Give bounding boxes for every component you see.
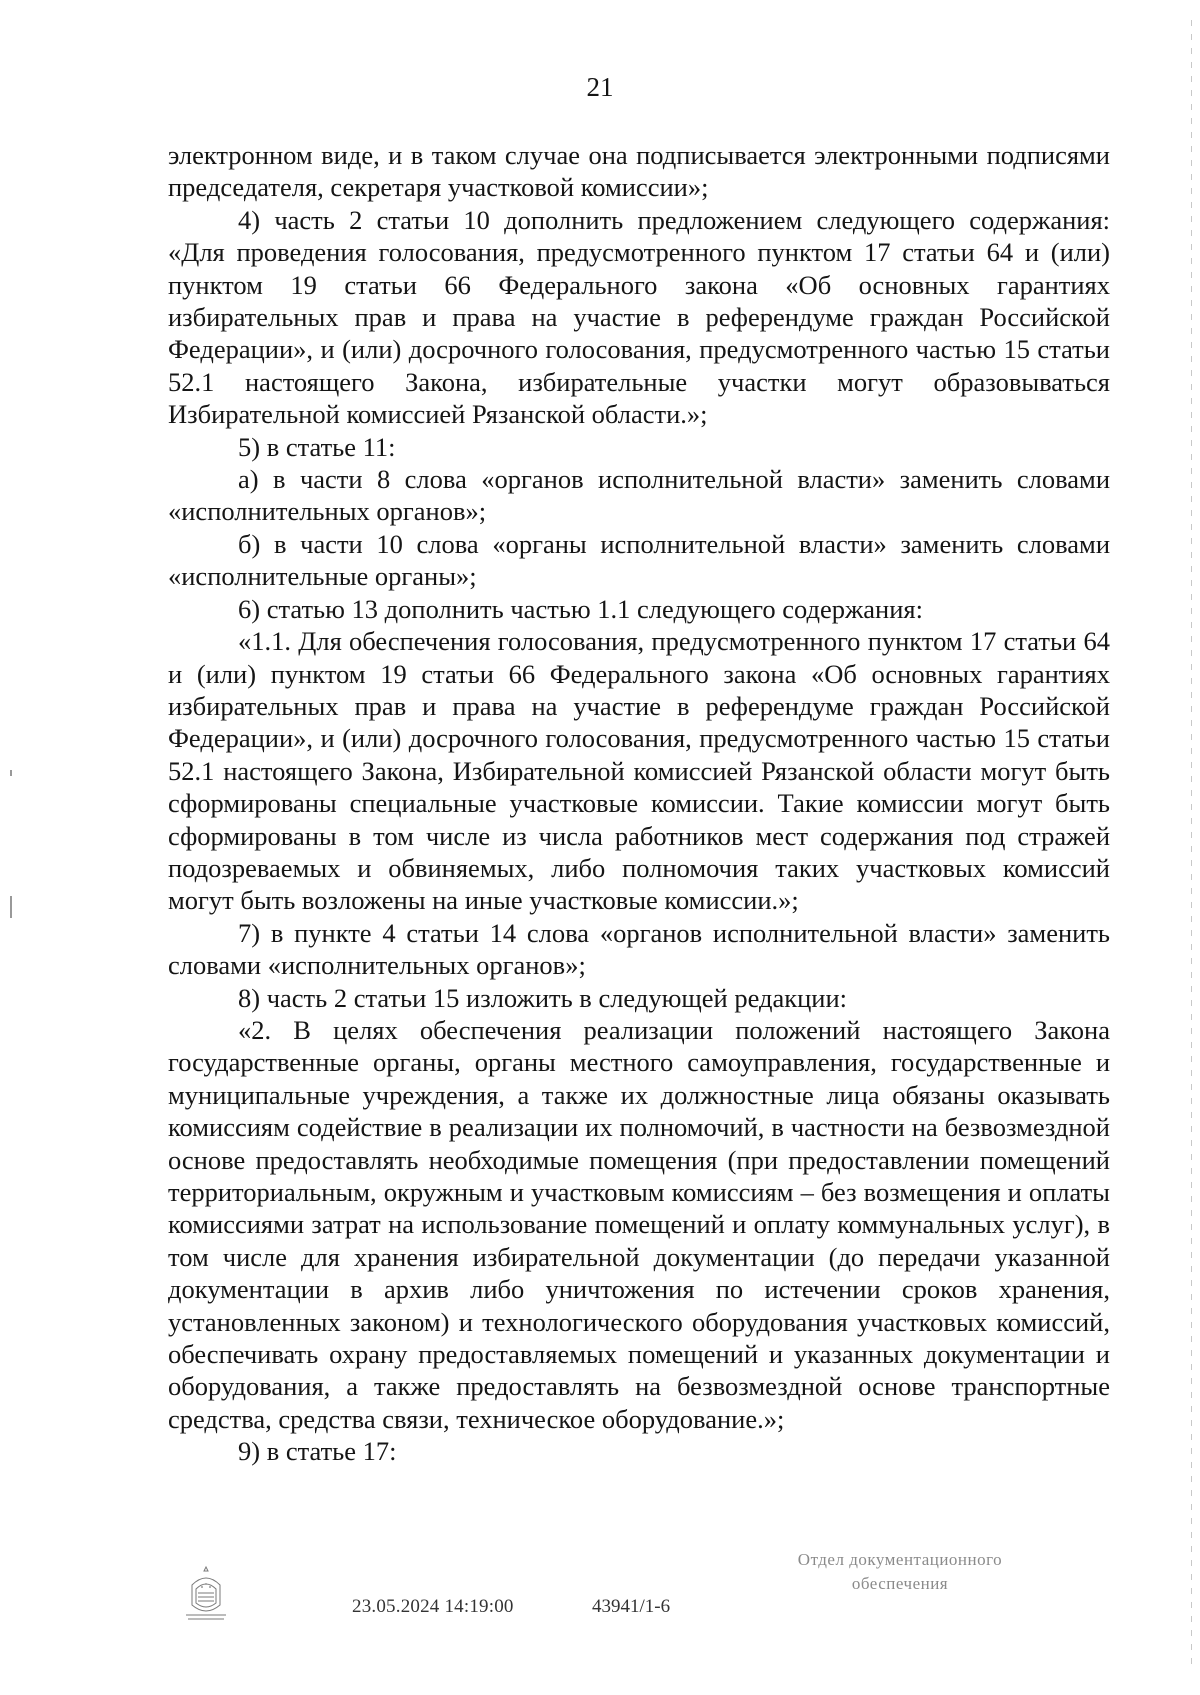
paragraph: 9) в статье 17: xyxy=(238,1436,397,1467)
document-number: 43941/1-6 xyxy=(592,1596,671,1617)
document-body xyxy=(168,139,1110,1468)
coat-of-arms-icon xyxy=(182,1565,230,1623)
paragraph: 8) часть 2 статьи 15 изложить в следующей редакции: xyxy=(238,982,848,1013)
paragraph: электронном виде, и в таком случае она подписывается электронными подписями председателя, секретаря участковой комиссии»; xyxy=(168,140,1110,203)
paragraph: 5) в статье 11: xyxy=(238,431,396,462)
stamp-line: Отдел документационного xyxy=(797,1550,1003,1569)
paragraph: б) в части 10 слова «органы исполнительной власти» заменить словами «исполнительные органы»; xyxy=(168,528,1110,592)
paragraph: 6) статью 13 дополнить частью 1.1 следующего содержания: xyxy=(238,593,923,624)
stamp-line: обеспечения xyxy=(851,1574,949,1593)
paragraph: «1.1. Для обеспечения голосования, предусмотренного пунктом 17 статьи 64 и (или) пунктом 19 статьи 66 Федерального закона «Об основных гарантиях избирательных прав и права на участие в референдуме граждан Российской Федерации», и (или) досрочного голосования, предусмотренного частью 15 статьи 52.1 настоящего Закона, Избирательной комиссией Рязанской области могут быть сформированы специальные участковые комиссии. Такие комиссии могут быть сформированы в том числе из числа работников мест содержания под стражей подозреваемых и обвиняемых, либо полномочия таких участковых комиссий могут быть возложены на иные участковые комиссии.»; xyxy=(168,626,1110,916)
document-timestamp: 23.05.2024 14:19:00 xyxy=(352,1596,514,1617)
department-stamp xyxy=(745,1548,1055,1596)
paragraph: а) в части 8 слова «органов исполнительной власти» заменить словами «исполнительных органов»; xyxy=(168,464,1110,527)
page-number: 21 xyxy=(586,72,614,102)
paragraph: 4) часть 2 статьи 10 дополнить предложением следующего содержания: «Для проведения голосования, предусмотренного пунктом 17 статьи 64 и (или) пунктом 19 статьи 66 Федерального закона «Об основных гарантиях избирательных прав и права на участие в референдуме граждан Российской Федерации», и (или) досрочного голосования, предусмотренного частью 15 статьи 52.1 настоящего Закона, избирательные участки могут образовываться Избирательной комиссией Рязанской области.»; xyxy=(168,204,1110,430)
scan-edge-artifact xyxy=(1191,20,1192,1670)
paragraph: 7) в пункте 4 статьи 14 слова «органов исполнительной власти» заменить словами «исполнительных органов»; xyxy=(168,917,1110,981)
scan-mark xyxy=(10,770,12,776)
scan-mark xyxy=(10,896,12,918)
paragraph: «2. В целях обеспечения реализации положений настоящего Закона государственные органы, органы местного самоуправления, государственные и муниципальные учреждения, а также их должностные лица обязаны оказывать комиссиям содействие в реализации их полномочий, в частности на безвозмездной основе предоставлять необходимые помещения (при предоставлении помещений территориальным, окружным и участковым комиссиям – без возмещения и оплаты комиссиями затрат на использование помещений и оплату коммунальных услуг), в том числе для хранения избирательной документации (до передачи указанной документации в архив либо уничтожения по истечении сроков хранения, установленных законом) и технологического оборудования участковых комиссий, обеспечивать охрану предоставляемых помещений и указанных документации и оборудования, а также предоставлять на безвозмездной основе транспортные средства, средства связи, техническое оборудование.»; xyxy=(168,1014,1110,1434)
